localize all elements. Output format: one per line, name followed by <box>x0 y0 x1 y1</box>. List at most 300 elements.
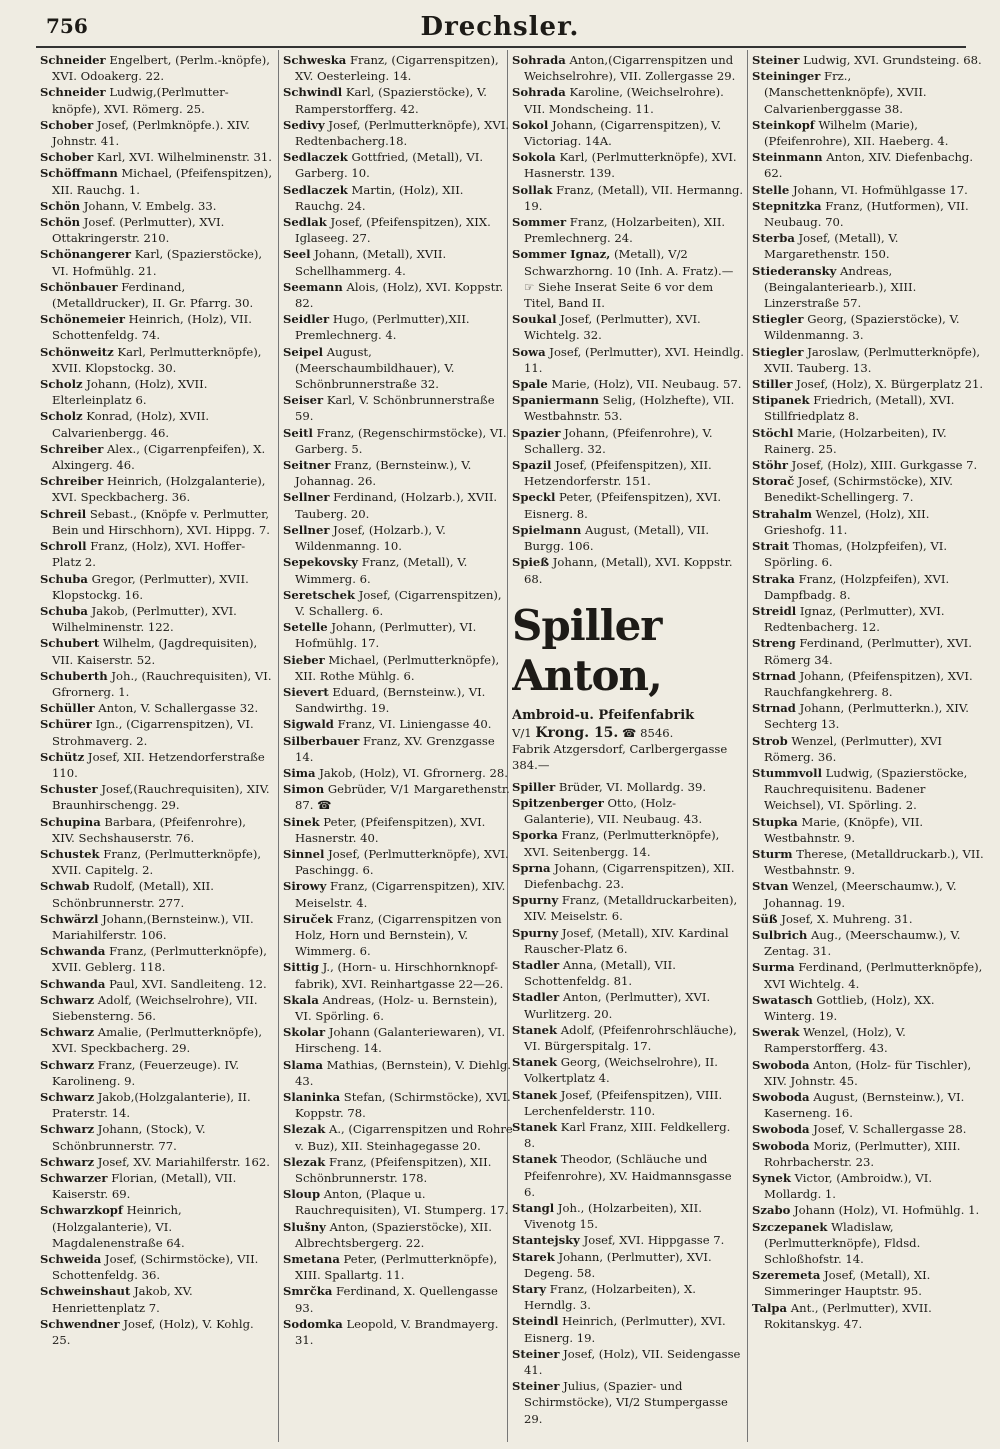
directory-entry <box>283 1121 515 1153</box>
entry-name: Stvan <box>752 879 789 894</box>
entry-name: Stantejsky <box>512 1233 580 1248</box>
directory-entry <box>512 84 744 116</box>
entry-name: Smetana <box>283 1252 340 1267</box>
entry-details: Stefan, (Schirmstöcke), XVI. Koppstr. 78. <box>295 1090 511 1121</box>
entry-name: Sollak <box>512 182 553 197</box>
directory-entry <box>283 587 515 619</box>
entry-details: Johann (Holz), VI. Hofmühlg. 1. <box>790 1203 980 1218</box>
directory-entry <box>283 392 515 424</box>
directory-entry <box>283 1283 515 1315</box>
directory-entry <box>752 911 984 927</box>
entry-details: Ludwig,(Perlmutter-knöpfe), XVI. Römerg. 25. <box>52 85 229 116</box>
column-3-entries-after-ad <box>512 779 744 1427</box>
entry-details: Wilhelm (Marie), (Pfeifenrohre), XII. Haeberg. 4. <box>764 117 949 149</box>
directory-entry <box>752 603 984 635</box>
entry-name: Sigwald <box>283 717 334 732</box>
directory-entry <box>283 117 515 149</box>
entry-name: Schwindl <box>283 85 343 100</box>
entry-details: Adolf, (Pfeifenrohrschläuche), VI. Bürgerspitalg. 17. <box>524 1022 737 1053</box>
entry-details: Johann, (Metall), XVI. Koppstr. 68. <box>524 555 733 586</box>
directory-entry <box>283 84 515 116</box>
directory-entry <box>283 652 515 684</box>
entry-name: Sprna <box>512 860 551 875</box>
directory-entry <box>512 489 744 521</box>
directory-entry <box>752 878 984 910</box>
entry-name: Schreil <box>40 506 87 521</box>
entry-details: Johann, (Pfeifenrohre), V. Schallerg. 32. <box>524 425 713 456</box>
directory-entry <box>40 441 272 473</box>
directory-entry <box>512 52 744 84</box>
directory-entry <box>512 1313 744 1345</box>
entry-details: Franz, (Pfeifenspitzen), XII. Schönbrunnerstr. 178. <box>295 1154 492 1186</box>
entry-details: Marie, (Holzarbeiten), IV. Rainerg. 25. <box>764 425 947 456</box>
entry-details: Ign., (Cigarrenspitzen), VI. Strohmaverg. 2. <box>52 717 254 748</box>
entry-details: Johann (Galanteriewaren), VI. Hirscheng. 14. <box>295 1025 506 1056</box>
ad-name: Spiller Anton, <box>512 600 662 700</box>
entry-name: Sporka <box>512 828 558 843</box>
directory-entry <box>752 1267 984 1299</box>
entry-name: Spurny <box>512 925 559 940</box>
entry-name: Schwarz <box>40 1025 95 1040</box>
entry-name: Sedivy <box>283 117 325 132</box>
entry-name: Swoboda <box>752 1090 810 1104</box>
entry-name: Simon <box>283 782 325 797</box>
entry-details: Josef, (Holz), V. Kohlg. 25. <box>52 1316 254 1348</box>
entry-name: Skolar <box>283 1025 326 1040</box>
entry-details: Ferdinand, (Perlmutter), XVI. Römerg 34. <box>764 636 972 667</box>
entry-name: Skala <box>283 992 319 1007</box>
entry-details: Therese, (Metalldruckarb.), VII. Westbahnstr. 9. <box>764 846 984 878</box>
entry-details: J., (Horn- u. Hirschhornknopf-fabrik), XVI. Reinhartgasse 22—26. <box>295 960 504 991</box>
directory-entry <box>283 1219 515 1251</box>
entry-details: Otto, (Holz-Galanterie), VII. Neubaug. 43. <box>524 795 703 827</box>
entry-name: Stadler <box>512 957 560 972</box>
directory-entry <box>512 117 744 149</box>
entry-name: Scholz <box>40 409 83 424</box>
entry-details: Konrad, (Holz), XVII. Calvarienbergg. 46. <box>52 409 210 440</box>
directory-entry <box>40 1089 272 1121</box>
entry-name: Seiser <box>283 393 324 408</box>
entry-name: Schwarz <box>40 992 95 1007</box>
directory-entry <box>283 457 515 489</box>
directory-entry <box>283 1024 515 1056</box>
directory-entry <box>752 182 984 198</box>
entry-details: Heinrich, (Perlmutter), XVI. Eisnerg. 19. <box>524 1314 726 1345</box>
entry-details: Wladislaw, (Perlmutterknöpfe), Fldsd. Schloßhofstr. 14. <box>764 1219 921 1267</box>
entry-name: Schweska <box>283 53 347 67</box>
entry-name: Silberbauer <box>283 733 360 748</box>
directory-entry <box>40 311 272 343</box>
directory-entry <box>283 814 515 846</box>
entry-details: Franz, (Regenschirmstöcke), VI. Garberg. 5. <box>295 425 507 456</box>
entry-name: Schneider <box>40 85 106 100</box>
directory-entry <box>283 489 515 521</box>
entry-details: Paul, XVI. Sandleiteng. 12. <box>105 976 267 991</box>
column-2 <box>283 52 515 1440</box>
directory-entry <box>752 668 984 700</box>
entry-name: Seidler <box>283 312 330 327</box>
directory-entry <box>512 376 744 392</box>
directory-entry <box>512 989 744 1021</box>
entry-details: Franz, (Metall), VII. Hermanng. 19. <box>524 182 744 213</box>
directory-entry <box>752 376 984 392</box>
directory-entry <box>512 1346 744 1378</box>
entry-name: Sulbrich <box>752 927 808 942</box>
directory-entry <box>40 506 272 538</box>
directory-entry <box>752 814 984 846</box>
directory-entry <box>283 1154 515 1186</box>
entry-name: Sommer <box>512 215 567 230</box>
ad-address <box>512 725 744 741</box>
directory-entry <box>40 781 272 813</box>
entry-details: Franz, (Holz), XVI. Hoffer-Platz 2. <box>52 539 246 570</box>
directory-entry <box>512 149 744 181</box>
entry-name: Sittig <box>283 960 319 975</box>
directory-entry <box>512 554 744 586</box>
entry-details: Franz, (Cigarrenspitzen), XV. Oesterleing. 14. <box>295 53 499 84</box>
directory-entry <box>40 992 272 1024</box>
entry-details: Heinrich, (Holz), VII. Schottenfeldg. 74. <box>52 312 252 343</box>
entry-details: Johann, VI. Hofmühlgasse 17. <box>789 182 968 197</box>
directory-entry <box>752 1121 984 1137</box>
entry-details: Franz, (Perlmutterknöpfe), XVII. Geblerg. 118. <box>52 944 267 975</box>
entry-name: Storač <box>752 474 795 489</box>
entry-name: Stiederansky <box>752 263 837 278</box>
entry-details: Josef, (Holzarb.), V. Wildenmanng. 10. <box>295 522 446 554</box>
entry-details: Josef, (Cigarrenspitzen), V. Schallerg. 6. <box>295 587 502 618</box>
entry-details: Josef, (Schirmstöcke), VII. Schottenfeldg. 36. <box>52 1252 259 1283</box>
entry-name: Spitzenberger <box>512 795 604 810</box>
entry-name: Spurny <box>512 893 559 908</box>
entry-details: Gottlieb, (Holz), XX. Winterg. 19. <box>764 992 935 1023</box>
column-3 <box>512 52 744 1440</box>
entry-name: Scholz <box>40 377 83 392</box>
entry-details: Theodor, (Schläuche und Pfeifenrohre), XV. Haidmannsgasse 6. <box>524 1152 732 1199</box>
directory-entry <box>283 1057 515 1089</box>
entry-name: Schönangerer <box>40 247 132 262</box>
directory-entry <box>752 344 984 376</box>
entry-name: Sterba <box>752 231 795 246</box>
entry-name: Seitl <box>283 425 313 440</box>
entry-details: Karoline, (Weichselrohre). VII. Mondscheing. 11. <box>524 85 724 116</box>
directory-entry <box>283 959 515 991</box>
entry-details: A., (Cigarrenspitzen und Rohre v. Buz), XII. Steinhagegasse 20. <box>295 1122 513 1153</box>
entry-details: Gregor, (Perlmutter), XVII. Klopstockg. 16. <box>52 571 249 602</box>
entry-details: Josef, (Schirmstöcke), XIV. Benedikt-Schellingerg. 7. <box>764 474 953 505</box>
entry-details: Wenzel, (Perlmutter), XVI Römerg. 36. <box>764 733 942 764</box>
entry-details: Alois, (Holz), XVI. Koppstr. 82. <box>295 279 504 311</box>
entry-details: Florian, (Metall), VII. Kaiserstr. 69. <box>52 1171 237 1202</box>
entry-details: Karl, (Perlmutterknöpfe), XVI. Hasnerstr. 139. <box>524 150 737 181</box>
entry-details: Josef, (Holz), XIII. Gurkgasse 7. <box>788 458 978 473</box>
entry-name: Schreiber <box>40 441 104 456</box>
directory-entry <box>752 700 984 732</box>
entry-details: Franz, (Perlmutterknöpfe), XVII. Capitelg. 2. <box>52 846 262 878</box>
entry-name: Spale <box>512 377 548 392</box>
entry-details: Franz, (Cigarrenspitzen), XIV. Meiselstr. 4. <box>295 879 506 910</box>
directory-entry <box>512 957 744 989</box>
directory-entry <box>512 457 744 489</box>
entry-details: Karl Franz, XIII. Feldkellerg. 8. <box>524 1119 731 1151</box>
entry-name: Straka <box>752 571 795 586</box>
directory-entry <box>40 911 272 943</box>
entry-details: Franz, (Holzpfeifen), XVI. Dampfbadg. 8. <box>764 571 950 602</box>
directory-entry <box>40 878 272 910</box>
entry-details: Frz., (Manschettenknöpfe), XVII. Calvarienberggasse 38. <box>764 69 927 116</box>
entry-details: August, (Metall), VII. Burgg. 106. <box>524 522 710 554</box>
entry-name: Sieber <box>283 652 325 667</box>
entry-details: Aug., (Meerschaumw.), V. Zentag. 31. <box>764 927 961 959</box>
ad-street: Krong. 15. <box>535 724 619 741</box>
entry-name: Sokola <box>512 150 556 165</box>
directory-entry <box>40 117 272 149</box>
directory-entry <box>512 827 744 859</box>
directory-entry <box>40 1170 272 1202</box>
directory-entry <box>40 571 272 603</box>
page-header: Drechsler. <box>420 12 580 42</box>
directory-entry <box>752 733 984 765</box>
entry-details: Heinrich, (Holzgalanterie), XVI. Speckbacherg. 36. <box>52 474 266 505</box>
ad-factory: Fabrik Atzgersdorf, Carlbergergasse 384.— <box>512 741 728 772</box>
entry-details: Ant., (Perlmutter), XVII. Rokitanskyg. 47. <box>764 1300 932 1331</box>
directory-entry <box>283 149 515 181</box>
directory-entry <box>283 344 515 393</box>
entry-name: Stöchl <box>752 425 794 440</box>
directory-entry <box>512 1281 744 1313</box>
entry-name: Sinek <box>283 814 320 829</box>
entry-details: Josef, (Metall), XIV. Kardinal Rauscher-Platz 6. <box>524 925 729 956</box>
column-divider <box>278 50 279 1442</box>
entry-name: Schuberth <box>40 668 108 683</box>
directory-entry <box>283 52 515 84</box>
entry-details: Johann, (Perlmutterkn.), XIV. Sechterg 13. <box>764 701 969 732</box>
entry-name: Sturm <box>752 846 793 861</box>
entry-details: Anton, (Holz- für Tischler), XIV. Johnstr. 45. <box>764 1057 972 1088</box>
entry-name: Schwärzl <box>40 911 99 926</box>
entry-name: Setelle <box>283 620 328 635</box>
entry-name: Schuba <box>40 571 88 586</box>
entry-details: Thomas, (Holzpfeifen), VI. Spörling. 6. <box>764 539 948 570</box>
directory-entry <box>512 392 744 424</box>
entry-details: Ludwig, XVI. Grundsteing. 68. <box>799 53 982 67</box>
directory-entry <box>40 246 272 278</box>
entry-name: Steiner <box>512 1379 560 1394</box>
entry-details: Johann, (Holz), XVII. Elterleinplatz 6. <box>52 377 208 408</box>
directory-entry <box>752 68 984 117</box>
entry-details: Eduard, (Bernsteinw.), VI. Sandwirthg. 19. <box>295 684 486 716</box>
entry-details: Hugo, (Perlmutter),XII. Premlechnerg. 4. <box>295 312 470 343</box>
entry-name: Smrčka <box>283 1284 333 1299</box>
entry-details: Josef, (Holz), X. Bürgerplatz 21. <box>792 377 984 392</box>
directory-entry <box>752 1219 984 1268</box>
directory-entry <box>283 1089 515 1121</box>
entry-name: Speckl <box>512 490 556 505</box>
entry-name: Schwendner <box>40 1316 120 1331</box>
entry-name: Stiller <box>752 377 793 392</box>
entry-details: Anton, (Spazierstöcke), XII. Albrechtsbergerg. 22. <box>295 1219 492 1250</box>
entry-name: Stadler <box>512 990 560 1005</box>
entry-name: Seemann <box>283 279 343 294</box>
entry-details: Ferdinand, X. Quellengasse 93. <box>295 1284 498 1315</box>
entry-details: Amalie, (Perlmutterknöpfe), XVI. Speckbacherg. 29. <box>52 1025 263 1056</box>
directory-entry <box>752 1300 984 1332</box>
directory-entry <box>283 1251 515 1283</box>
directory-entry <box>40 1121 272 1153</box>
directory-entry <box>283 911 515 960</box>
entry-details: Marie, (Knöpfe), VII. Westbahnstr. 9. <box>764 814 924 845</box>
directory-entry <box>283 522 515 554</box>
entry-details: Gebrüder, V/1 Margarethenstr. 87. ☎ <box>295 782 510 813</box>
directory-entry <box>512 925 744 957</box>
directory-entry <box>40 603 272 635</box>
entry-name: Talpa <box>752 1300 788 1315</box>
directory-entry <box>752 1170 984 1202</box>
directory-entry <box>40 635 272 667</box>
entry-name: Spazier <box>512 425 561 440</box>
entry-details: Peter, (Pfeifenspitzen), XVI. Hasnerstr. 40. <box>295 814 486 845</box>
directory-entry <box>752 959 984 991</box>
entry-name: Stepnitzka <box>752 198 822 213</box>
entry-details: Josef, X. Muhreng. 31. <box>777 911 913 926</box>
entry-name: Schüller <box>40 701 95 716</box>
entry-details: Julius, (Spazier- und Schirmstöcke), VI/2 Stumpergasse 29. <box>524 1379 728 1426</box>
column-3-entries <box>512 52 744 587</box>
entry-name: Schreiber <box>40 474 104 489</box>
entry-details: Josef, XII. Hetzendorferstraße 110. <box>52 749 265 780</box>
entry-details: Johann,(Bernsteinw.), VII. Mariahilferstr. 106. <box>52 911 254 942</box>
entry-details: Josef, XVI. Hippgasse 7. <box>579 1233 725 1248</box>
entry-name: Stiegler <box>752 344 804 359</box>
entry-name: Sima <box>283 765 316 780</box>
entry-details: Ferdinand, (Perlmutterknöpfe), XVI Wichtelg. 4. <box>764 960 983 991</box>
directory-entry <box>40 749 272 781</box>
entry-name: Sepekovsky <box>283 555 359 570</box>
entry-details: Ferdinand,(Metalldrucker), II. Gr. Pfarrg. 30. <box>52 279 254 311</box>
entry-name: Szeremeta <box>752 1268 821 1283</box>
entry-details: Wenzel, (Holz), XII. Grieshofg. 11. <box>764 506 930 537</box>
directory-entry <box>283 1316 515 1348</box>
entry-details: Johann, (Metall), XVII. Schellhammerg. 4. <box>295 247 447 278</box>
directory-entry <box>752 230 984 262</box>
entry-details: Josef, (Metall), V. Margarethenstr. 150. <box>764 231 899 262</box>
ad-district: V/1 <box>512 725 532 740</box>
directory-entry <box>752 263 984 312</box>
entry-name: Schwab <box>40 879 90 894</box>
directory-entry <box>40 344 272 376</box>
directory-entry <box>40 52 272 84</box>
entry-details: Alex., (Cigarrenpfeifen), X. Alxingerg. 46. <box>52 441 266 473</box>
entry-name: Schober <box>40 117 94 132</box>
entry-details: Anton, XIV. Diefenbachg. 62. <box>764 150 974 181</box>
directory-entry <box>283 781 515 813</box>
ad-phone: ☎ 8546. <box>622 725 674 740</box>
directory-entry <box>512 522 744 554</box>
directory-entry <box>40 1202 272 1251</box>
directory-entry <box>752 1057 984 1089</box>
directory-entry <box>283 992 515 1024</box>
entry-details: Anton,(Cigarrenspitzen und Weichselrohre), VII. Zollergasse 29. <box>524 53 736 84</box>
directory-entry <box>512 311 744 343</box>
entry-details: Friedrich, (Metall), XVI. Stillfriedplatz 8. <box>764 393 955 424</box>
directory-entry <box>512 1378 744 1427</box>
directory-entry <box>752 1202 984 1218</box>
directory-entry <box>752 198 984 230</box>
entry-name: Stupka <box>752 814 798 829</box>
directory-entry <box>40 279 272 311</box>
entry-name: Strahalm <box>752 506 812 521</box>
directory-entry <box>40 84 272 116</box>
entry-name: Stummvoll <box>752 765 822 780</box>
directory-entry <box>512 1200 744 1232</box>
entry-name: Sedlak <box>283 215 327 230</box>
entry-name: Sohrada <box>512 85 566 100</box>
entry-details: Michael, (Pfeifenspitzen), XII. Rauchg. 1. <box>52 166 272 197</box>
entry-name: Sokol <box>512 117 549 132</box>
entry-details: Ludwig, (Spazierstöcke, Rauchrequisitenu. Badener Weichsel), VI. Spörling. 2. <box>764 765 968 813</box>
entry-details: Josef, (Holz), VII. Seidengasse 41. <box>524 1346 741 1378</box>
entry-details: Johann, V. Embelg. 33. <box>80 198 217 213</box>
directory-entry <box>512 860 744 892</box>
entry-name: Stelle <box>752 182 790 197</box>
entry-details: Josef,(Rauchrequisiten), XIV. Braunhirschengg. 29. <box>52 782 270 813</box>
entry-name: Seel <box>283 247 311 262</box>
entry-name: Schön <box>40 215 81 230</box>
entry-name: Siruček <box>283 911 333 926</box>
entry-details: Moriz, (Perlmutter), XIII. Rohrbacherstr. 23. <box>764 1138 961 1169</box>
directory-entry <box>512 1232 744 1248</box>
entry-name: Seipel <box>283 344 324 359</box>
entry-name: Sowa <box>512 344 546 359</box>
entry-name: Steiner <box>512 1346 560 1361</box>
entry-details: Johann, (Stock), V. Schönbrunnerstr. 77. <box>52 1122 206 1153</box>
entry-name: Soukal <box>512 312 557 327</box>
entry-name: Spaniermann <box>512 393 599 408</box>
directory-entry <box>752 117 984 149</box>
entry-name: Szabo <box>752 1203 791 1218</box>
entry-name: Spazil <box>512 458 552 473</box>
entry-details: Karl, V. Schönbrunnerstraße 59. <box>295 393 495 424</box>
entry-name: Steinmann <box>752 150 823 165</box>
entry-name: Sievert <box>283 684 329 699</box>
entry-name: Sedlaczek <box>283 150 348 165</box>
directory-entry <box>40 976 272 992</box>
entry-name: Slezak <box>283 1122 326 1137</box>
entry-details: Wenzel, (Meerschaumw.), V. Johannag. 19. <box>764 879 957 910</box>
entry-details: Brüder, VI. Mollardg. 39. <box>555 779 707 794</box>
directory-entry <box>283 684 515 716</box>
entry-details: Ferdinand, (Holzarb.), XVII. Tauberg. 20. <box>295 490 498 521</box>
directory-entry <box>752 52 984 68</box>
entry-name: Schön <box>40 198 81 213</box>
directory-entry <box>40 198 272 214</box>
entry-name: Surma <box>752 960 795 975</box>
entry-name: Swoboda <box>752 1122 810 1137</box>
directory-entry <box>752 473 984 505</box>
directory-entry <box>40 700 272 716</box>
directory-entry <box>512 246 744 311</box>
directory-entry <box>40 716 272 748</box>
entry-name: Stanek <box>512 1087 558 1102</box>
directory-entry <box>40 149 272 165</box>
directory-entry <box>40 538 272 570</box>
entry-details: Franz, (Holzarbeiten), X. Herndlg. 3. <box>524 1282 696 1313</box>
entry-name: Sinnel <box>283 846 325 861</box>
entry-name: Synek <box>752 1171 791 1186</box>
entry-name: Schober <box>40 150 94 165</box>
entry-details: Josef, (Perlmutterknöpfe), XVI. Paschingg. 6. <box>295 846 509 878</box>
entry-details: Martin, (Holz), XII. Rauchg. 24. <box>295 182 464 213</box>
entry-details: Josef, (Perlmknöpfe.). XIV. Johnstr. 41. <box>52 117 250 149</box>
